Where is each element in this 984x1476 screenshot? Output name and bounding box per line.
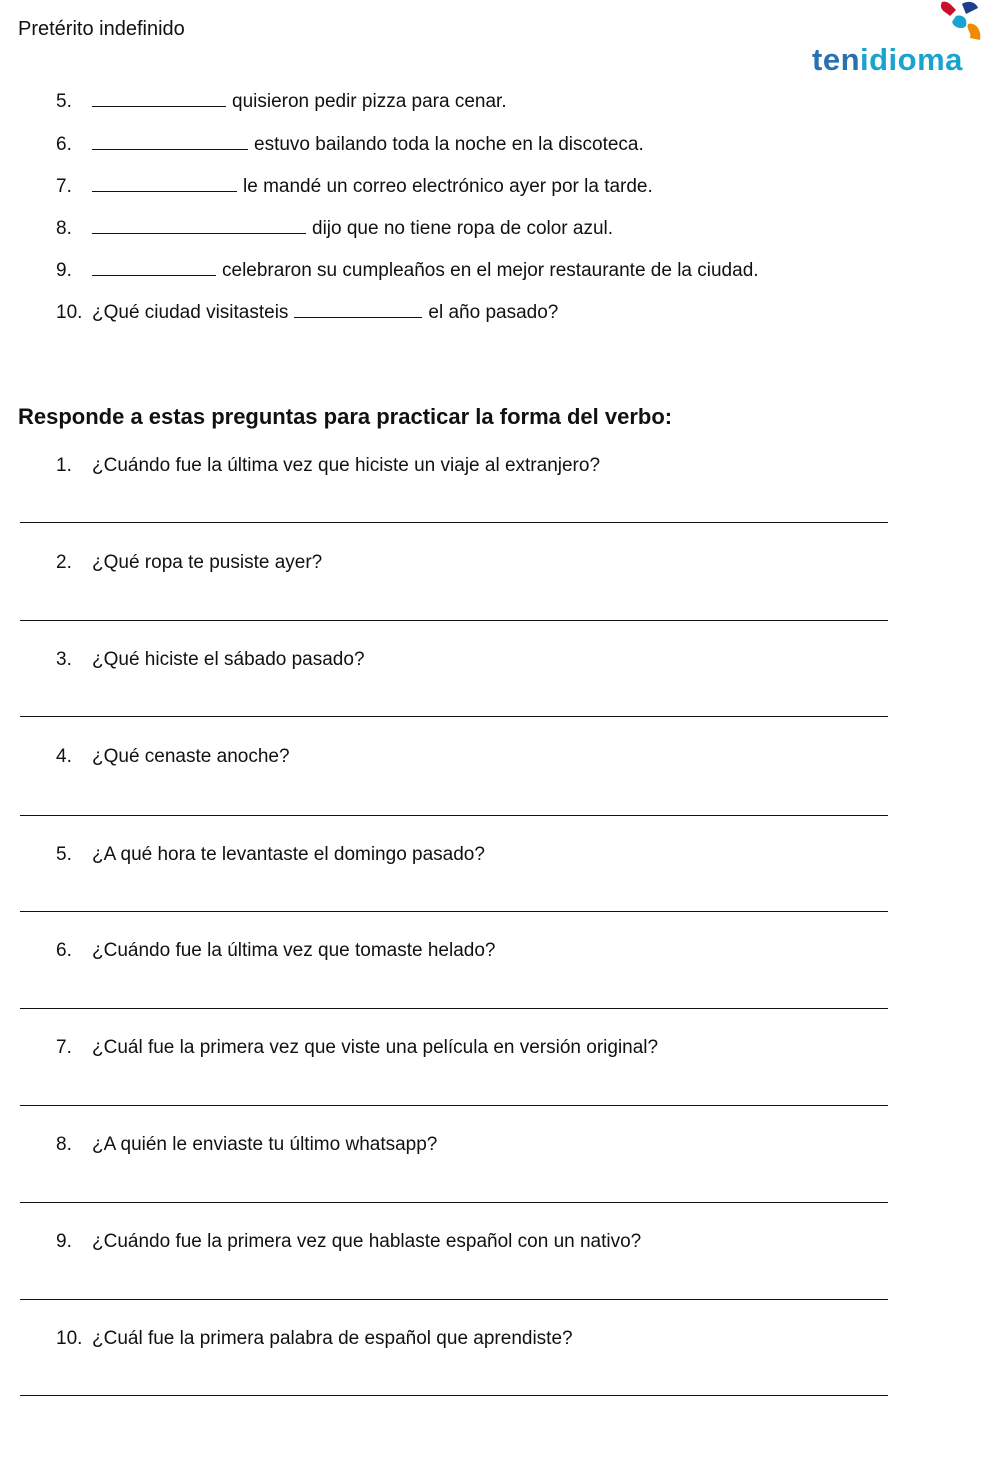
answer-line[interactable]	[20, 522, 888, 523]
fill-item	[56, 133, 644, 156]
question-text: ¿Cuál fue la primera palabra de español que aprendiste?	[92, 1328, 573, 1349]
question-number: 5.	[56, 844, 72, 865]
answer-line[interactable]	[20, 911, 888, 912]
answer-line[interactable]	[20, 620, 888, 621]
question-text: ¿Cuál fue la primera vez que viste una película en versión original?	[92, 1037, 659, 1058]
fill-item	[56, 259, 759, 282]
item-number: 10.	[56, 302, 83, 323]
question-item	[56, 1231, 641, 1253]
answer-line[interactable]	[20, 1395, 888, 1396]
question-number: 3.	[56, 649, 72, 670]
item-text: estuvo bailando toda la noche en la discoteca.	[254, 134, 644, 155]
question-item	[56, 844, 485, 866]
question-text: ¿Qué ropa te pusiste ayer?	[92, 552, 323, 573]
answer-line[interactable]	[20, 1008, 888, 1009]
question-text: ¿Qué hiciste el sábado pasado?	[92, 649, 365, 670]
item-text: le mandé un correo electrónico ayer por la tarde.	[243, 176, 653, 197]
blank-field[interactable]	[92, 133, 248, 150]
question-item	[56, 552, 322, 574]
blank-field[interactable]	[92, 259, 216, 276]
section-heading: Responde a estas preguntas para practicar la forma del verbo:	[18, 404, 673, 429]
fill-item	[56, 175, 653, 198]
item-text-before: ¿Qué ciudad visitasteis	[92, 302, 289, 323]
question-number: 10.	[56, 1328, 83, 1349]
item-text: celebraron su cumpleaños en el mejor restaurante de la ciudad.	[222, 260, 759, 281]
answer-line[interactable]	[20, 815, 888, 816]
question-number: 4.	[56, 746, 72, 767]
question-text: ¿Cuándo fue la última vez que tomaste helado?	[92, 940, 496, 961]
question-number: 9.	[56, 1231, 72, 1252]
answer-line[interactable]	[20, 1202, 888, 1203]
question-number: 8.	[56, 1134, 72, 1155]
blank-field[interactable]	[92, 175, 237, 192]
item-number: 6.	[56, 134, 72, 155]
blank-field[interactable]	[92, 90, 226, 107]
question-item	[56, 1037, 658, 1059]
item-number: 9.	[56, 260, 72, 281]
question-item	[56, 940, 495, 962]
question-text: ¿A quién le enviaste tu último whatsapp?	[92, 1134, 438, 1155]
question-text: ¿A qué hora te levantaste el domingo pasado?	[92, 844, 485, 865]
page-title: Pretérito indefinido	[18, 18, 185, 40]
item-number: 7.	[56, 176, 72, 197]
question-number: 7.	[56, 1037, 72, 1058]
blank-field[interactable]	[92, 217, 306, 234]
question-item	[56, 649, 365, 671]
item-text-after: el año pasado?	[428, 302, 559, 323]
answer-line[interactable]	[20, 716, 888, 717]
logo-text-idioma: idioma	[860, 42, 963, 77]
fill-item	[56, 217, 613, 240]
fill-item	[56, 301, 558, 324]
question-item	[56, 455, 600, 477]
answer-line[interactable]	[20, 1299, 888, 1300]
item-text: dijo que no tiene ropa de color azul.	[312, 218, 614, 239]
question-item	[56, 1134, 437, 1156]
answer-line[interactable]	[20, 1105, 888, 1106]
question-text: ¿Qué cenaste anoche?	[92, 746, 290, 767]
question-number: 1.	[56, 455, 72, 476]
question-number: 2.	[56, 552, 72, 573]
blank-field[interactable]	[294, 301, 422, 318]
logo-text-ten: ten	[812, 42, 860, 77]
question-number: 6.	[56, 940, 72, 961]
item-number: 5.	[56, 91, 72, 112]
tenidioma-logo	[812, 0, 984, 80]
item-text: quisieron pedir pizza para cenar.	[232, 91, 507, 112]
question-item	[56, 1328, 573, 1350]
item-number: 8.	[56, 218, 72, 239]
question-text: ¿Cuándo fue la primera vez que hablaste español con un nativo?	[92, 1231, 642, 1252]
fill-item	[56, 90, 507, 113]
question-item	[56, 746, 290, 768]
question-text: ¿Cuándo fue la última vez que hiciste un viaje al extranjero?	[92, 455, 601, 476]
